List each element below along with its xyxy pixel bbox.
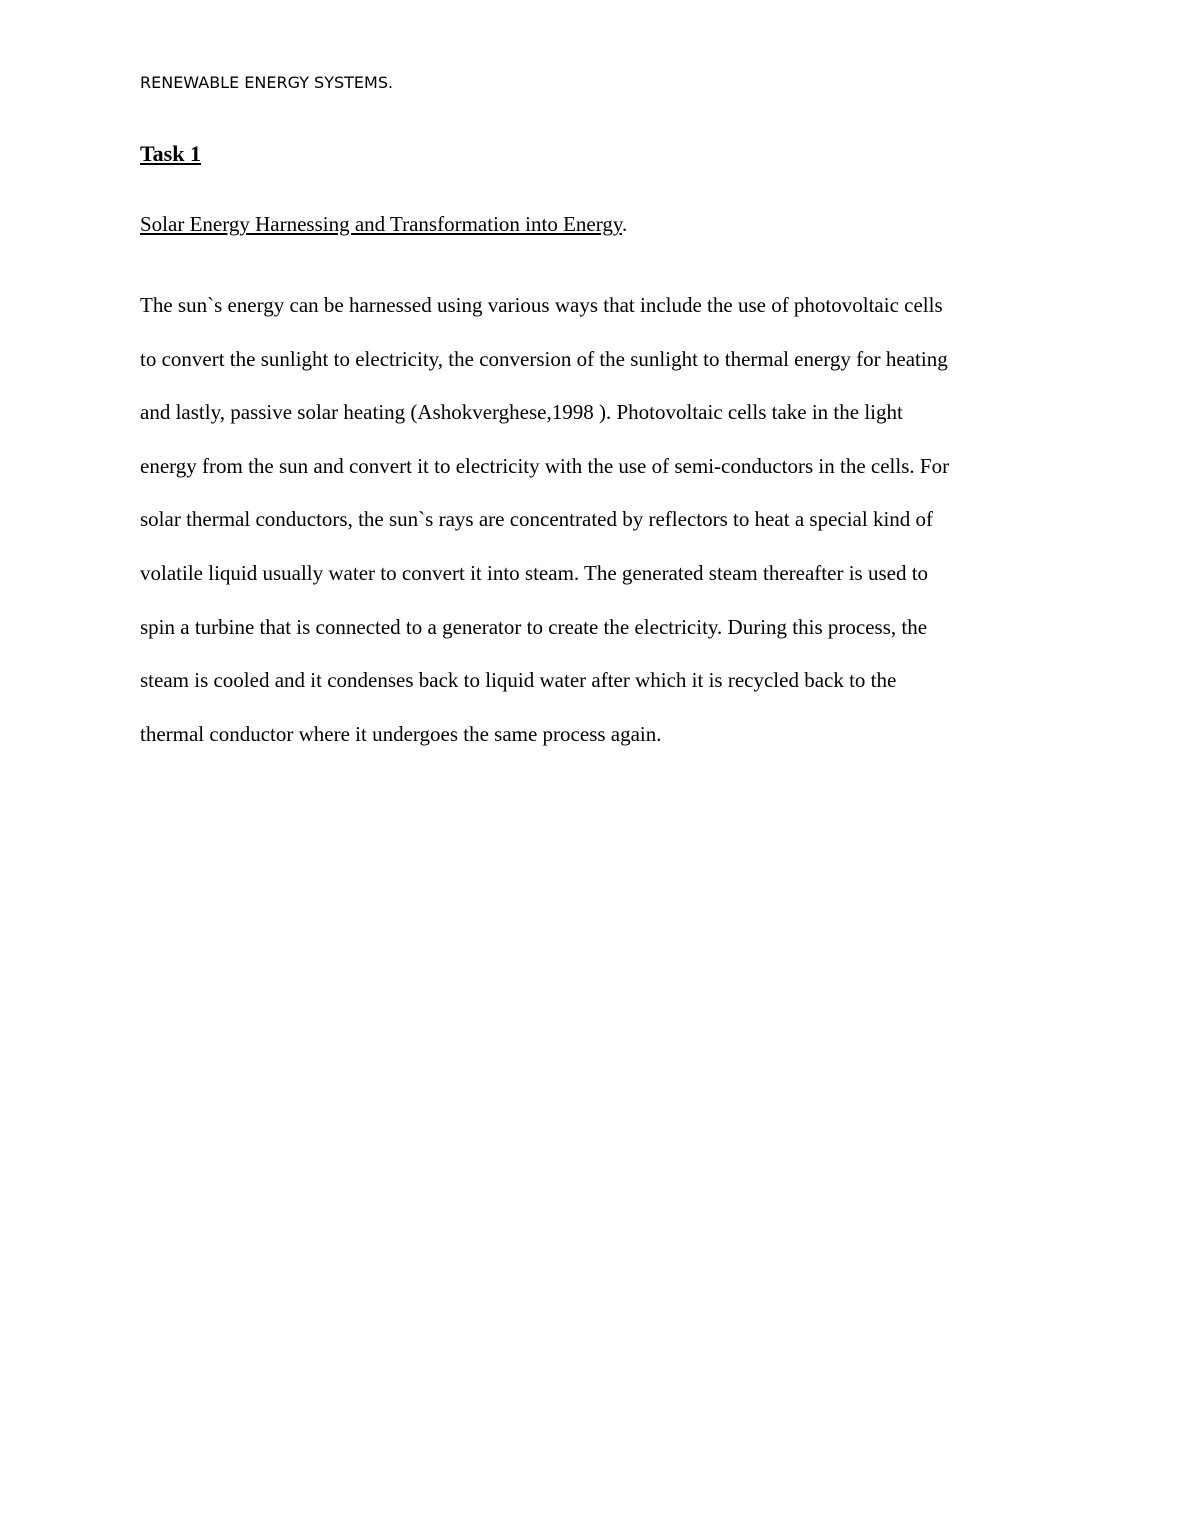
paragraph-line: volatile liquid usually water to convert it into steam. The generated steam thereafter is used to <box>140 560 929 585</box>
paragraph-line: spin a turbine that is connected to a generator to create the electricity. During this process, the <box>140 614 928 639</box>
subheading-period: . <box>621 212 628 236</box>
body-paragraph <box>140 279 1050 761</box>
task-heading: Task 1 <box>140 141 201 166</box>
subheading-title: Solar Energy Harnessing and Transformation into Energy <box>140 212 622 236</box>
paragraph-line: energy from the sun and convert it to electricity with the use of semi-conductors in the cells. For <box>140 453 950 478</box>
running-header: RENEWABLE ENERGY SYSTEMS. <box>140 73 394 92</box>
paragraph-line: thermal conductor where it undergoes the same process again. <box>140 721 662 746</box>
paragraph-line: to convert the sunlight to electricity, the conversion of the sunlight to thermal energy for heating <box>140 346 948 371</box>
paragraph-line: solar thermal conductors, the sun`s rays are concentrated by reflectors to heat a special kind of <box>140 507 934 532</box>
paragraph-line: and lastly, passive solar heating (Ashokverghese,1998 ). Photovoltaic cells take in the light <box>140 400 903 425</box>
section-subheading <box>140 210 627 238</box>
paragraph-line: The sun`s energy can be harnessed using various ways that include the use of photovoltaic cells <box>140 293 943 317</box>
paragraph-line: steam is cooled and it condenses back to liquid water after which it is recycled back to the <box>140 668 897 693</box>
